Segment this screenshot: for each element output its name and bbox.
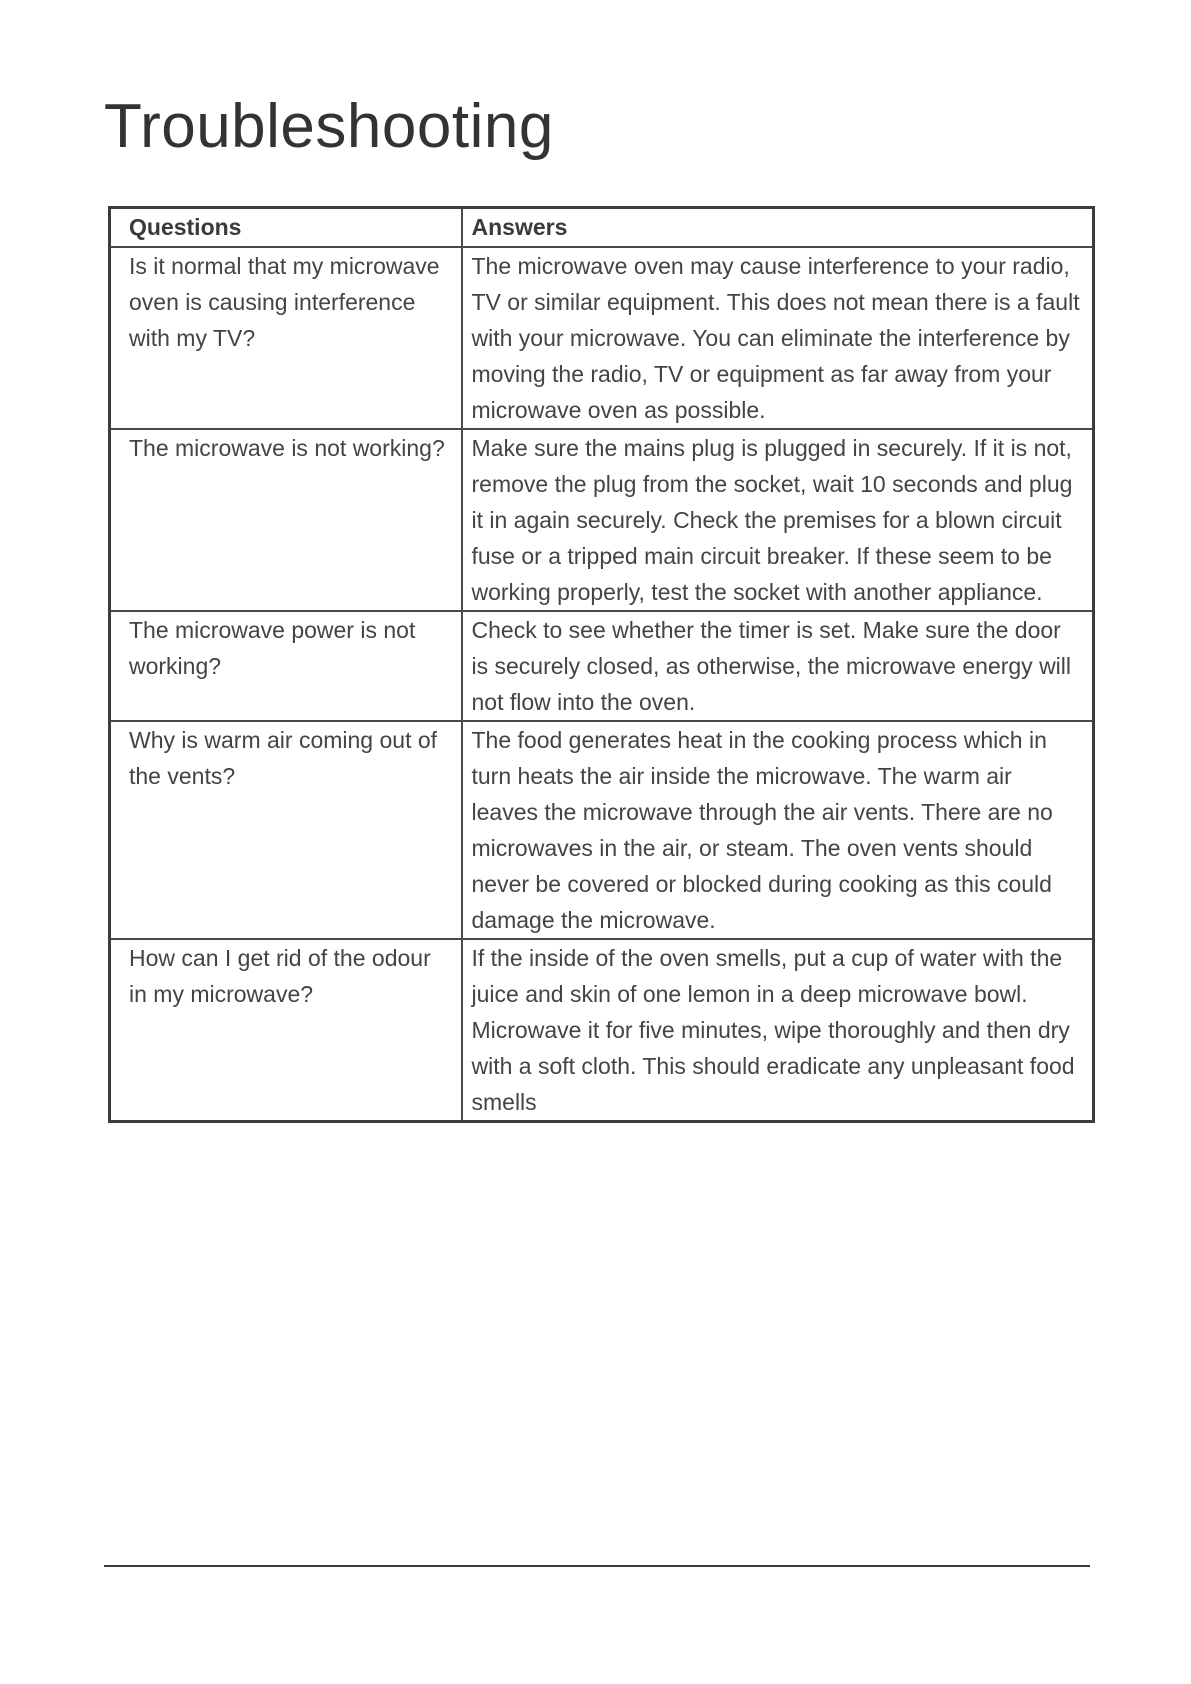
answer-cell: Make sure the mains plug is plugged in securely. If it is not, remove the plug from the socket, wait 10 seconds and plug it in again securely. Check the premises for a blown circuit fuse or a tripped main circuit breaker. If these seem to be working properly, test the socket with another appliance. [462, 429, 1094, 611]
answer-cell: The microwave oven may cause interference to your radio, TV or similar equipment. This does not mean there is a fault with your microwave. You can eliminate the interference by moving the radio, TV or equipment as far away from your microwave oven as possible. [462, 247, 1094, 429]
table-row [110, 939, 1094, 1122]
footer-divider [104, 1565, 1090, 1567]
question-cell: Is it normal that my microwave oven is causing interference with my TV? [110, 247, 462, 429]
troubleshooting-table [108, 206, 1095, 1123]
table-row [110, 721, 1094, 939]
question-cell: The microwave is not working? [110, 429, 462, 611]
page-title: Troubleshooting [104, 92, 554, 161]
table-row [110, 247, 1094, 429]
answer-cell: If the inside of the oven smells, put a cup of water with the juice and skin of one lemon in a deep microwave bowl. Microwave it for five minutes, wipe thoroughly and then dry with a soft cloth. This should eradicate any unpleasant food smells [462, 939, 1094, 1122]
answer-cell: The food generates heat in the cooking process which in turn heats the air inside the microwave. The warm air leaves the microwave through the air vents. There are no microwaves in the air, or steam. The oven vents should never be covered or blocked during cooking as this could damage the microwave. [462, 721, 1094, 939]
table-header-row [110, 208, 1094, 248]
question-cell: Why is warm air coming out of the vents? [110, 721, 462, 939]
question-cell: The microwave power is not working? [110, 611, 462, 721]
header-questions: Questions [110, 208, 462, 248]
header-answers: Answers [462, 208, 1094, 248]
question-cell: How can I get rid of the odour in my microwave? [110, 939, 462, 1122]
answer-cell: Check to see whether the timer is set. Make sure the door is securely closed, as otherwise, the microwave energy will not flow into the oven. [462, 611, 1094, 721]
table-row [110, 611, 1094, 721]
troubleshooting-table-container [108, 206, 1095, 1123]
table-row [110, 429, 1094, 611]
